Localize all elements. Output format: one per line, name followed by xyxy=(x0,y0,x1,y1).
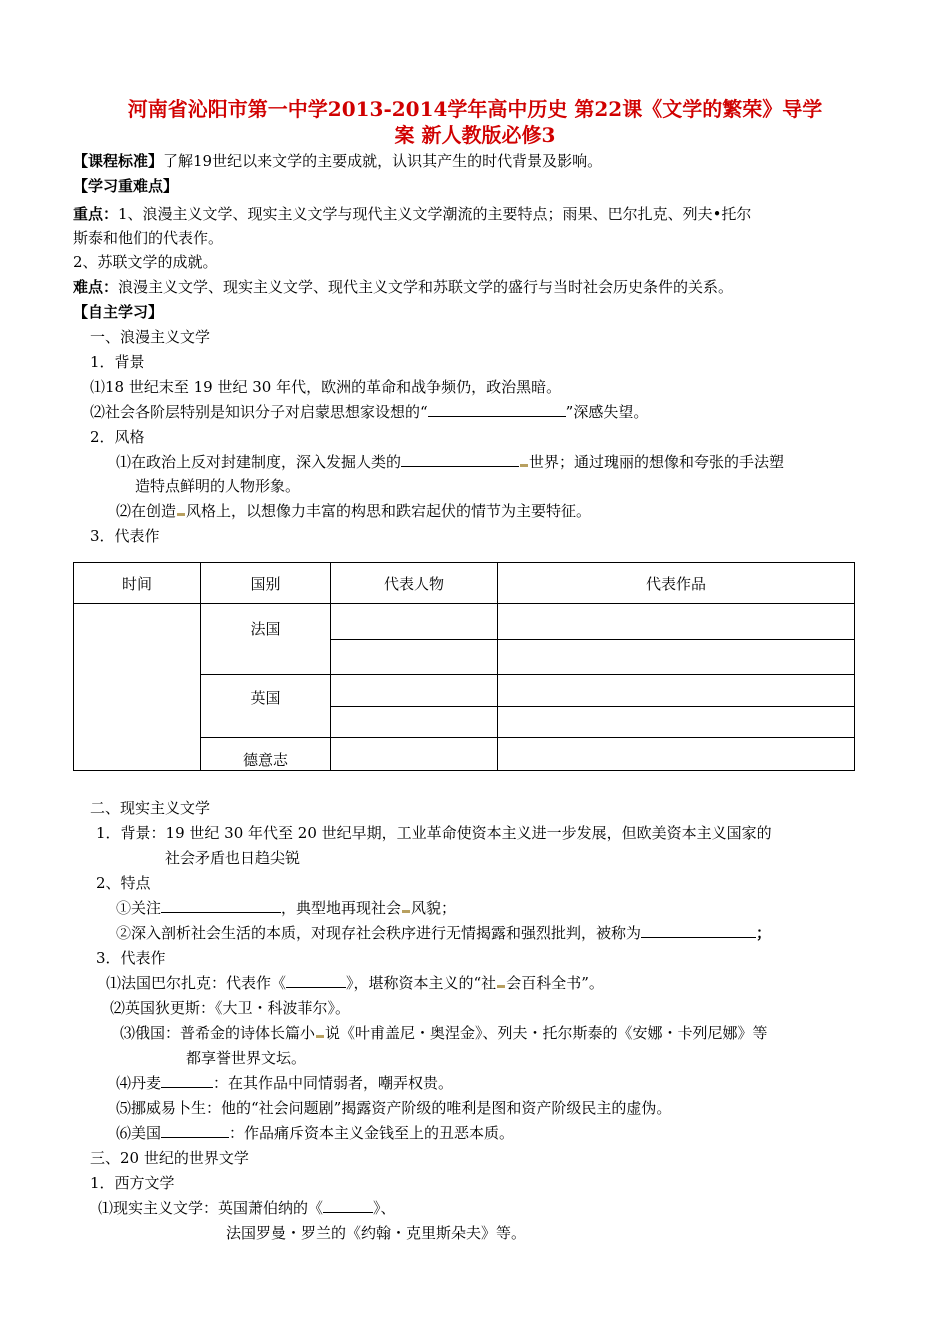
keypoints-label: 重点： xyxy=(73,205,119,223)
edit-mark xyxy=(402,910,410,913)
keypoints-line-3: 2、苏联文学的成就。 xyxy=(73,253,218,271)
r1-post: 》、 xyxy=(373,1199,396,1217)
page-title xyxy=(70,96,880,148)
w4-post: ：在其作品中同情弱者，嘲弄权贵。 xyxy=(213,1074,454,1092)
w3-pre: ⑶俄国：普希金的诗体长篇小 xyxy=(120,1024,316,1042)
section1-background-2 xyxy=(90,401,648,423)
w4-pre: ⑷丹麦 xyxy=(116,1074,162,1092)
title-line-1: 河南省沁阳市第一中学2013-2014学年高中历史 第22课《文学的繁荣》导学 xyxy=(127,97,823,121)
keypoints-text-1: 1、浪漫主义文学、现实主义文学与现代主义文学潮流的主要特点；雨果、巴尔扎克、列夫•托尔 xyxy=(118,205,752,223)
style2-pre: ⑵在创造 xyxy=(116,502,177,520)
self-study-heading: 【自主学习】 xyxy=(73,303,164,321)
table-header-works: 代表作品 xyxy=(498,563,855,604)
w3-post: 说《叶甫盖尼・奥涅金》、列夫・托尔斯泰的《安娜・卡列尼娜》等 xyxy=(325,1024,768,1042)
section2-feature-1 xyxy=(116,897,456,919)
table-cell[interactable] xyxy=(331,640,498,675)
fill-blank[interactable] xyxy=(401,451,519,467)
fill-blank[interactable] xyxy=(161,1072,213,1088)
w6-post: ：作品痛斥资本主义金钱至上的丑恶本质。 xyxy=(229,1124,515,1142)
section3-heading: 三、20 世纪的世界文学 xyxy=(90,1149,249,1167)
edit-mark xyxy=(316,1035,324,1038)
fill-blank[interactable] xyxy=(286,972,346,988)
difficulty-label: 难点： xyxy=(73,278,119,296)
table-country-britain: 英国 xyxy=(201,675,331,738)
keypoints-line-2: 斯泰和他们的代表作。 xyxy=(73,229,224,247)
fill-blank[interactable] xyxy=(161,897,281,913)
w1-post: 会百科全书”。 xyxy=(506,974,604,992)
difficulty-text: 浪漫主义文学、现实主义文学、现代主义文学和苏联文学的盛行与当时社会历史条件的关系。 xyxy=(118,278,734,296)
feat1-mid: ，典型地再现社会 xyxy=(281,899,402,917)
feat2-pre: ②深入剖析社会生活的本质，对现存社会秩序进行无情揭露和强烈批判，被称为 xyxy=(116,924,642,942)
w6-pre: ⑹美国 xyxy=(116,1124,162,1142)
fill-blank[interactable] xyxy=(161,1122,229,1138)
fill-blank[interactable] xyxy=(323,1197,373,1213)
r1-pre: ⑴现实主义文学：英国萧伯纳的《 xyxy=(98,1199,324,1217)
section2-background: 1．背景：19 世纪 30 年代至 20 世纪早期，工业革命使资本主义进一步发展，但欧美资本主义国家的 xyxy=(96,824,772,842)
bg2-post: ”深感失望。 xyxy=(565,403,649,421)
section2-features-heading: 2、特点 xyxy=(96,874,151,892)
section3-west-heading: 1．西方文学 xyxy=(90,1174,175,1192)
keypoints-line-1 xyxy=(73,203,751,225)
section2-work-3-cont: 都享誉世界文坛。 xyxy=(186,1049,307,1067)
section1-heading: 一、浪漫主义文学 xyxy=(90,328,211,346)
table-header-author: 代表人物 xyxy=(331,563,498,604)
table-cell[interactable] xyxy=(331,738,498,771)
standard-text: 了解19世纪以来文学的主要成就，认识其产生的时代背景及影响。 xyxy=(163,152,603,170)
style2-post: 风格上，以想像力丰富的构思和跌宕起伏的情节为主要特征。 xyxy=(186,502,592,520)
section2-work-5: ⑸挪威易卜生：他的“社会问题剧”揭露资产阶级的唯利是图和资产阶级民主的虚伪。 xyxy=(116,1099,672,1117)
table-cell[interactable] xyxy=(498,675,855,707)
feat1-pre: ①关注 xyxy=(116,899,162,917)
section2-work-2: ⑵英国狄更斯：《大卫・科波菲尔》。 xyxy=(110,999,351,1017)
table-country-france: 法国 xyxy=(201,604,331,675)
section1-works-heading: 3．代表作 xyxy=(90,527,160,545)
table-cell[interactable] xyxy=(498,738,855,771)
section1-background-1: ⑴18 世纪末至 19 世纪 30 年代，欧洲的革命和战争频仍，政治黑暗。 xyxy=(90,378,562,396)
feat2-post: ； xyxy=(756,924,772,942)
section2-work-6 xyxy=(116,1122,514,1144)
w1-mid: 》，堪称资本主义的“社 xyxy=(346,974,497,992)
section2-heading: 二、现实主义文学 xyxy=(90,799,211,817)
representative-works-table xyxy=(73,562,855,771)
title-line-2: 案 新人教版必修3 xyxy=(394,123,556,147)
difficulty-line xyxy=(73,276,733,298)
table-cell-time[interactable] xyxy=(74,604,201,771)
section3-realism xyxy=(98,1197,396,1219)
section1-style-heading: 2．风格 xyxy=(90,428,145,446)
table-cell[interactable] xyxy=(331,675,498,707)
course-standard xyxy=(73,150,602,172)
section2-work-1 xyxy=(106,972,604,994)
section2-feature-2 xyxy=(116,922,771,944)
w1-pre: ⑴法国巴尔扎克：代表作《 xyxy=(106,974,287,992)
section2-works-heading: 3．代表作 xyxy=(96,949,166,967)
edit-mark xyxy=(520,464,528,467)
table-country-germany: 德意志 xyxy=(201,738,331,771)
feat1-post: 风貌； xyxy=(411,899,457,917)
section1-background-heading: 1．背景 xyxy=(90,353,145,371)
table-header-time: 时间 xyxy=(74,563,201,604)
fill-blank[interactable] xyxy=(641,922,756,938)
table-cell[interactable] xyxy=(498,604,855,640)
fill-blank[interactable] xyxy=(428,401,566,417)
table-cell[interactable] xyxy=(331,707,498,738)
section3-realism-cont: 法国罗曼・罗兰的《约翰・克里斯朵夫》等。 xyxy=(226,1224,527,1242)
table-cell[interactable] xyxy=(498,640,855,675)
section2-work-4 xyxy=(116,1072,453,1094)
section1-style-1 xyxy=(116,451,784,473)
table-cell[interactable] xyxy=(331,604,498,640)
edit-mark xyxy=(497,985,505,988)
bg2-pre: ⑵社会各阶层特别是知识分子对启蒙思想家设想的“ xyxy=(90,403,428,421)
table-cell[interactable] xyxy=(498,707,855,738)
style1-pre: ⑴在政治上反对封建制度，深入发掘人类的 xyxy=(116,453,402,471)
table-header-country: 国别 xyxy=(201,563,331,604)
keypoints-heading: 【学习重难点】 xyxy=(73,177,179,195)
section1-style-2 xyxy=(116,500,591,522)
standard-label: 【课程标准】 xyxy=(73,152,164,170)
section2-work-3 xyxy=(120,1022,768,1044)
edit-mark xyxy=(177,513,185,516)
section1-style-1-cont: 造特点鲜明的人物形象。 xyxy=(135,477,301,495)
section2-background-cont: 社会矛盾也日趋尖锐 xyxy=(165,849,301,867)
style1-post: 世界；通过瑰丽的想像和夸张的手法塑 xyxy=(529,453,785,471)
